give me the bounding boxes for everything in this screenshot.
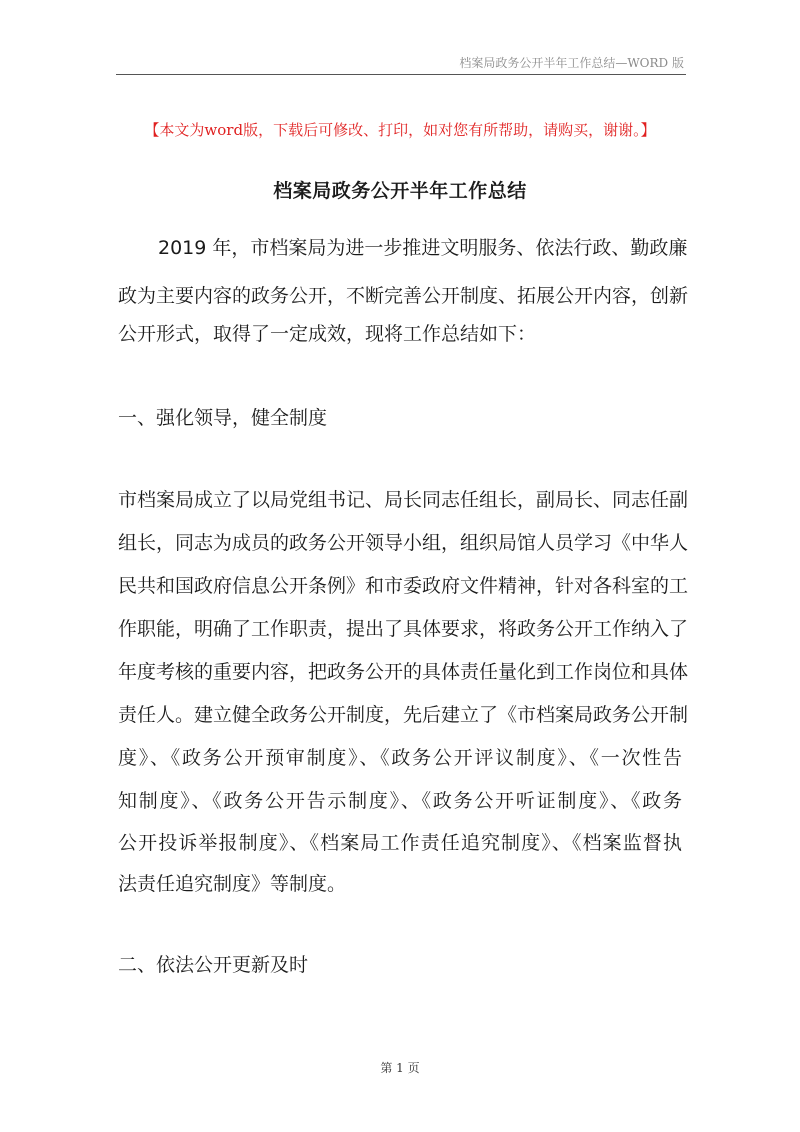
paragraph-line: 公开投诉举报制度》、《档案局工作责任追究制度》、《档案监督执 [118, 832, 682, 854]
page-number: 第 1 页 [380, 1061, 420, 1075]
paragraph-line: 作职能，明确了工作职责，提出了具体要求，将政务公开工作纳入了 [118, 618, 689, 640]
paragraph-line: 法责任追究制度》等制度。 [118, 873, 347, 895]
purchase-notice: 【本文为word版，下载后可修改、打印，如对您有所帮助，请购买，谢谢。】 [144, 121, 656, 139]
paragraph-line: 公开形式，取得了一定成效，现将工作总结如下： [118, 323, 537, 345]
paragraph-line: 组长，同志为成员的政务公开领导小组，组织局馆人员学习《中华人 [118, 532, 689, 554]
section-heading: 一、强化领导，健全制度 [118, 407, 328, 429]
paragraph-line: 年度考核的重要内容，把政务公开的具体责任量化到工作岗位和具体 [118, 661, 689, 683]
paragraph-line: 度》、《政务公开预审制度》、《政务公开评议制度》、《一次性告 [118, 747, 682, 769]
paragraph-line: 市档案局成立了以局党组书记、局长同志任组长，副局长、同志任副 [118, 489, 689, 511]
header-divider [116, 74, 686, 75]
paragraph-line: 2019 年，市档案局为进一步推进文明服务、依法行政、勤政廉 [158, 237, 688, 259]
paragraph-line: 民共和国政府信息公开条例》和市委政府文件精神，针对各科室的工 [118, 575, 689, 597]
document-title: 档案局政务公开半年工作总结 [273, 180, 527, 202]
section-heading: 二、依法公开更新及时 [118, 954, 309, 976]
running-header: 档案局政务公开半年工作总结—WORD 版 [459, 56, 684, 70]
paragraph-line: 政为主要内容的政务公开，不断完善公开制度、拓展公开内容，创新 [118, 285, 689, 307]
paragraph-line: 责任人。建立健全政务公开制度，先后建立了《市档案局政务公开制 [118, 704, 689, 726]
paragraph-line: 知制度》、《政务公开告示制度》、《政务公开听证制度》、《政务 [118, 790, 682, 812]
